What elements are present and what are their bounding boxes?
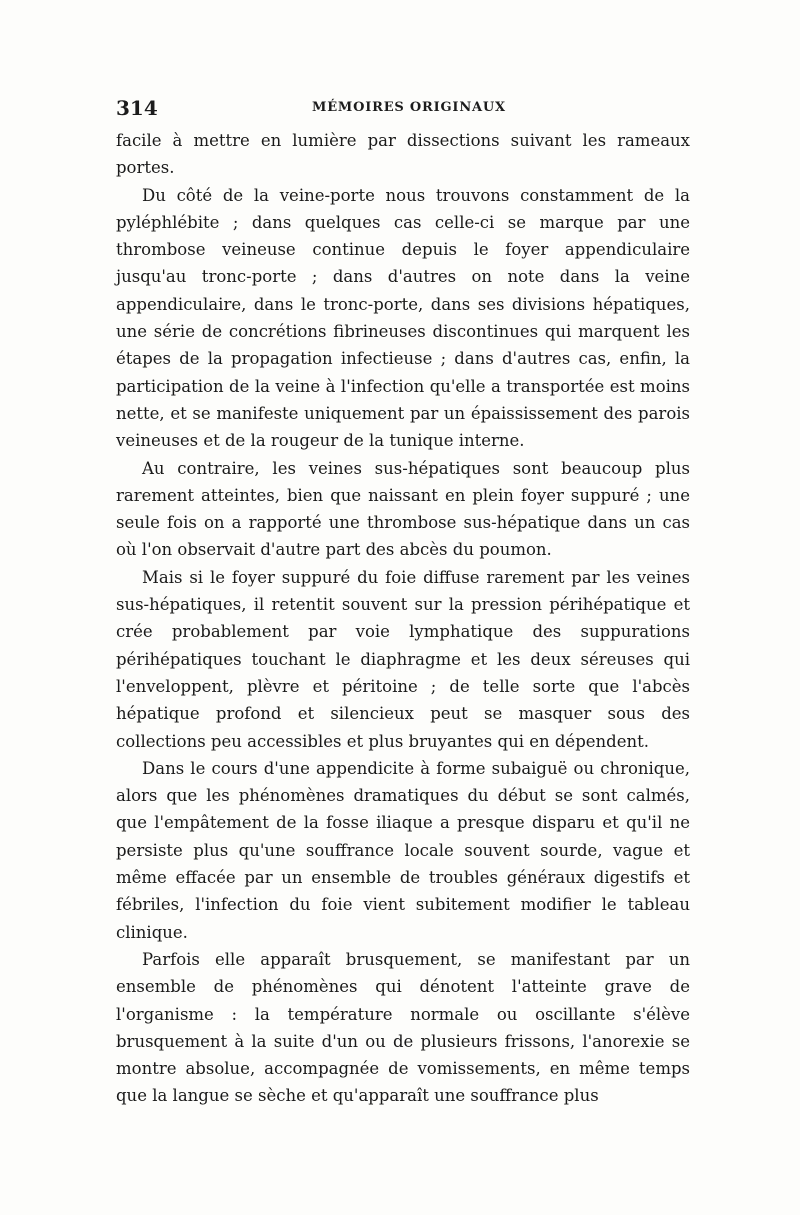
paragraph-foyer-suppure: Mais si le foyer suppuré du foie diffuse rarement par les veines sus-hépatiques, il retentit souvent sur la pression périhépatique et crée probablement par voie lymphatique des suppurations périhépatiques touchant le diaphragme et les deux séreuses qui l'enveloppent, plèvre et péritoine ; de telle sorte que l'abcès hépatique profond et silencieux peut se masquer sous des collections peu accessibles et plus bruyantes qui en dépendent. bbox=[116, 567, 690, 751]
paragraph-cours-appendicite: Dans le cours d'une appendicite à forme subaiguë ou chronique, alors que les phénomènes dramatiques du début se sont calmés, que l'empâtement de la fosse iliaque a presque disparu et qu'il ne persiste plus qu'une souffrance locale souvent sourde, vague et même effacée par un ensemble de troubles généraux digestifs et fébriles, l'infection du foie vient subitement modifier le tableau clinique. bbox=[116, 758, 690, 942]
paragraph-veines-sus-hepatiques: Au contraire, les veines sus-hépatiques sont beaucoup plus rarement atteintes, bien que naissant en plein foyer suppuré ; une seule fois on a rapporté une thrombose sus-hépatique dans un cas où l'on observait d'autre part des abcès du poumon. bbox=[116, 458, 690, 560]
page-header bbox=[116, 96, 692, 118]
paragraph-parfois: Parfois elle apparaît brusquement, se manifestant par un ensemble de phénomènes qui dénotent l'atteinte grave de l'organisme : la température normale ou oscillante s'élève brusquement à la suite d'un ou de plusieurs frissons, l'anorexie se montre absolue, accompagnée de vomissements, en même temps que la langue se sèche et qu'apparaît une souffrance plus bbox=[116, 949, 690, 1106]
paragraph-veine-porte: Du côté de la veine-porte nous trouvons constamment de la pyléphlébite ; dans quelques cas celle-ci se marque par une thrombose veineuse continue depuis le foyer appendiculaire jusqu'au tronc-porte ; dans d'autres on note dans la veine appendiculaire, dans le tronc-porte, dans ses divisions hépatiques, une série de concrétions fibrineuses discontinues qui marquent les étapes de la propagation infectieuse ; dans d'autres cas, enfin, la participation de la veine à l'infection qu'elle a transportée est moins nette, et se manifeste uniquement par un épaississement des parois veineuses et de la rougeur de la tunique interne. bbox=[116, 185, 690, 451]
body-text bbox=[116, 127, 690, 1110]
page-number: 314 bbox=[116, 96, 158, 120]
paragraph-continuation: facile à mettre en lumière par dissections suivant les rameaux portes. bbox=[116, 131, 690, 178]
running-head: MÉMOIRES ORIGINAUX bbox=[312, 100, 506, 115]
